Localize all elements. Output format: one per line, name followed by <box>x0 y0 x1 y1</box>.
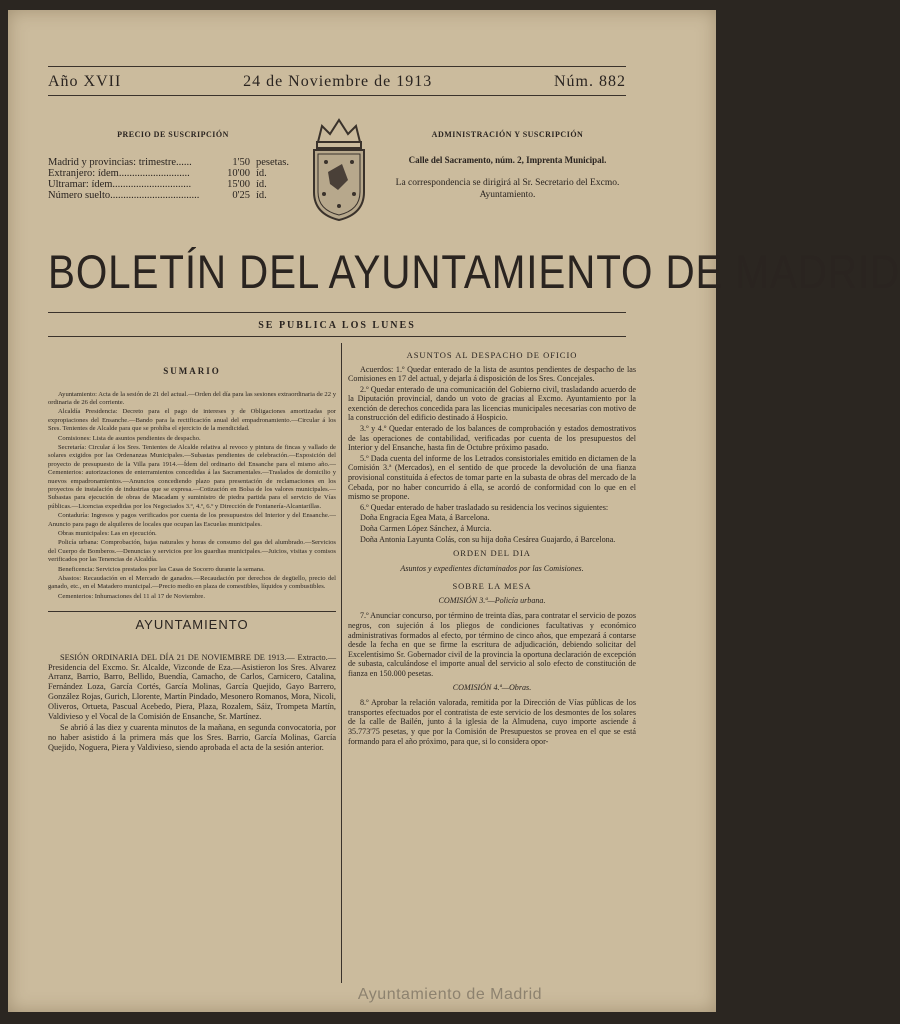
ayuntamiento-paragraph: Se abrió á las diez y cuarenta minutos de la mañana, en segunda convocatoria, por no haber asistido á la primera más que los Sres. Barrio, García Molinas, García Quejido, Noguera, Piera y Valdivieso, siendo aprobada el acta de la sesión anterior. <box>48 723 336 752</box>
masthead-rule-top <box>48 312 626 313</box>
sumario-body <box>48 391 336 602</box>
despacho-paragraph: 5.º Dada cuenta del informe de los Letrados consistoriales emitido en dictamen de la Comisión 3.ª (Mercados), en el sentido de que procede la devolución de una fianza provisional constituída á efectos de tomar parte en la subasta de obras del mercado de la Cebada, por no haber concurrido á ella, se acordó de conformidad con lo que en el mismo se propone. <box>348 453 636 502</box>
despacho-paragraph: 8.º Aprobar la relación valorada, remitida por la Dirección de Vías públicas de los transportes efectuados por el contratista de este servicio de los desmontes de los solares de la calle de Bailén, junto á la iglesia de la Almudena, cuyo importe asciende á 35.773'75 pesetas, y que por la Comisión de Presupuestos se provea en el que se está formando para el año próximo, para que, si lo considera opor- <box>348 698 636 746</box>
issue-year: Año XVII <box>48 73 122 90</box>
despacho-paragraph: Doña Antonia Layunta Colás, con su hija doña Cesárea Guajardo, á Barcelona. <box>360 534 616 544</box>
section-rule <box>48 611 336 612</box>
issue-number: Núm. 882 <box>553 73 626 90</box>
despacho-paragraph: Acuerdos: 1.º Quedar enterado de la lista de asuntos pendientes de despacho de las Comisiones en 17 del actual, y dejarla á disposición de los Sres. Concejales. <box>348 364 636 384</box>
despacho-paragraph: 7.º Anunciar concurso, por término de treinta días, para contratar el servicio de pozos negros, con sujeción á los pliegos de condiciones facultativas y económico administrativas formados al efecto, por término de cinco años, que empezará á contarse desde la fecha en que se firme la escritura de adjudicación, debiendo solicitar del Excelentísimo Sr. Gobernador civil de la provincia la oportuna declaración de excepción de subasta, calculándose el importe anual del servicio al solo efecto de constitución de fianza en 150.000 pesetas. <box>348 611 636 678</box>
issue-header <box>48 72 626 92</box>
despacho-paragraph: 3.º y 4.º Quedar enterado de los balances de comprobación y estados demostrativos de las operaciones de contabilidad, verificadas por cuenta de los presupuestos del Interior y del Ensanche, hasta fin de Octubre próximo pasado. <box>348 424 636 453</box>
left-column <box>48 360 336 755</box>
despacho-title: ASUNTOS AL DESPACHO DE OFICIO <box>406 350 578 360</box>
ayuntamiento-body <box>48 653 336 753</box>
publication-frequency: SE PUBLICA LOS LUNES <box>258 320 416 331</box>
administration-block <box>380 130 635 201</box>
masthead-rule-bottom <box>48 336 626 337</box>
column-divider <box>341 343 342 983</box>
price-row: Madrid y provincias: trimestre...... 1'50 pesetas. <box>48 157 289 168</box>
orden-del-dia-title: ORDEN DEL DIA <box>453 548 531 559</box>
despacho-paragraph: 2.º Quedar enterado de una comunicación del Gobierno civil, trasladando acuerdo de la Diputación provincial, dando un voto de gracias al Excmo. Ayuntamiento por la exención de derechos concedida para las licencias municipales necesarias con motivo de la construcción del edificio destinado á Hospicio. <box>348 384 636 423</box>
sumario-paragraph: Abastos: Recaudación en el Mercado de ganados.—Recaudación por derechos de degüello, precio del ganado, etc., en el Matadero municipal.—Precio medio en plaza de comestibles, líquidos y combustibles. <box>48 575 336 591</box>
newspaper-page <box>8 10 900 1012</box>
administration-title: ADMINISTRACIÓN Y SUSCRIPCIÓN <box>431 130 584 139</box>
sumario-paragraph: Secretaría: Circular á los Sres. Tenientes de Alcalde relativa al revoco y pintura de fincas y vallado de solares exigidos por las Ordenanzas Municipales.—Subastas pendientes de celebración.—Exposición del proyecto de presupuesto de la Villa para 1914.—Ídem del ordinario del Ensanche para el mismo año.—Cementerios: autorizaciones de enterramientos concedidas á las Sacramentales.—Traslados de domicilio y nuevos empadronamientos.—Anuncios concediendo plazo para presentación de reclamaciones en los proyectos de instalación de industrias que se expresa.—Cotización en Bolsa de los valores municipales.—Subastas para ejecución de obras de Macadam y suministro de piedra partida para el servicio de Vías públicas.—Licencias expedidas por los Negociados 3.º, 4.º, 6.º y Dirección de Fontanería-Alcantarillas. <box>48 443 336 510</box>
administration-address: Calle del Sacramento, núm. 2, Imprenta Municipal. <box>408 155 607 165</box>
madrid-coat-of-arms-icon <box>308 114 370 224</box>
despacho-paragraph: 6.º Quedar enterado de haber trasladado su residencia los vecinos siguientes: <box>360 502 609 512</box>
issue-date: 24 de Noviembre de 1913 <box>243 73 433 90</box>
comision-4-heading: COMISIÓN 4.ª—Obras. <box>452 682 532 692</box>
archive-watermark: Ayuntamiento de Madrid <box>357 986 543 1003</box>
sumario-paragraph: Alcaldía Presidencia: Decreto para el pago de intereses y de Obligaciones amortizadas por expropiaciones del Ensanche.—Bando para la rectificación anual del empadronamiento.—Circular á los Sres. Tenientes de Alcalde para que se prohíba el ejercicio de la mendicidad. <box>48 408 336 433</box>
subscription-prices <box>48 130 298 201</box>
right-column <box>348 350 636 747</box>
despacho-paragraph: Doña Engracia Egea Mata, á Barcelona. <box>360 513 490 523</box>
ayuntamiento-paragraph: SESIÓN ORDINARIA DEL DÍA 21 DE NOVIEMBRE DE 1913.— Extracto.—Presidencia del Excmo. Sr. Alcalde, Vizconde de Eza.—Asistieron los Sres. Alvarez Arranz, Barrio, Barro, Bellido, Buendía, Camacho, de Carlos, Carnicero, Catalina, Fernández Loza, García Cortés, García Molinas, García Quejido, Gayo Barrero, González Rojas, Gurich, Llorente, Martín Pindado, Mesonero Romanos, Mora, Nicoli, Oliveros, Ortueta, Pascual Acebedo, Piera, Plaza, Rozalem, Sáiz, Trompeta Martín, Valdivieso y el Vocal de la Comisión de Ensanche, Sr. Martínez. <box>48 652 336 721</box>
sumario-title: SUMARIO <box>163 366 221 376</box>
sobre-la-mesa-title: SOBRE LA MESA <box>452 581 532 592</box>
price-row: Número suelto.................................. 0'25 íd. <box>48 190 267 201</box>
despacho-paragraph: Doña Carmen López Sánchez, á Murcia. <box>360 524 492 533</box>
price-row: Extranjero: ídem........................... 10'00 íd. <box>48 168 267 179</box>
orden-del-dia-subtitle: Asuntos y expedientes dictaminados por las Comisiones. <box>400 563 584 573</box>
administration-note: La correspondencia se dirigirá al Sr. Secretario del Excmo. Ayuntamiento. <box>395 178 620 200</box>
comision-3-heading: COMISIÓN 3.ª—Policía urbana. <box>438 595 546 605</box>
sumario-paragraph: Beneficencia: Servicios prestados por las Casas de Socorro durante la semana. <box>58 565 265 573</box>
sumario-paragraph: Policía urbana: Comprobación, bajas naturales y horas de consumo del gas del alumbrado.—Servicios del Cuerpo de Bomberos.—Denuncias y servicios por los guardias municipales.—Juicios, visitas y comisos verificados por las Tenencias de Alcaldía. <box>48 539 336 564</box>
sumario-paragraph: Contaduría: Ingresos y pagos verificados por cuenta de los presupuestos del Interior y del Ensanche.—Anuncio para pago de alquileres de locales que ocupan las Escuelas municipales. <box>48 512 336 528</box>
price-row: Ultramar: ídem.............................. 15'00 íd. <box>48 179 267 190</box>
despacho-body <box>348 365 636 747</box>
top-rule-2 <box>48 95 626 96</box>
masthead-title: BOLETÍN DEL AYUNTAMIENTO DE MADRID <box>48 245 900 298</box>
top-rule-1 <box>48 66 626 67</box>
sumario-paragraph: Ayuntamiento: Acta de la sesión de 21 del actual.—Orden del día para las sesiones extraordinaria de 22 y ordinaria de 26 del corriente. <box>48 390 336 406</box>
sumario-paragraph: Cementerios: Inhumaciones del 11 al 17 de Noviembre. <box>58 592 205 600</box>
subscription-title: PRECIO DE SUSCRIPCIÓN <box>117 130 229 139</box>
ayuntamiento-title: AYUNTAMIENTO <box>135 617 249 633</box>
sumario-paragraph: Comisiones: Lista de asuntos pendientes de despacho. <box>58 434 201 442</box>
sumario-paragraph: Obras municipales: Las en ejecución. <box>58 530 157 537</box>
